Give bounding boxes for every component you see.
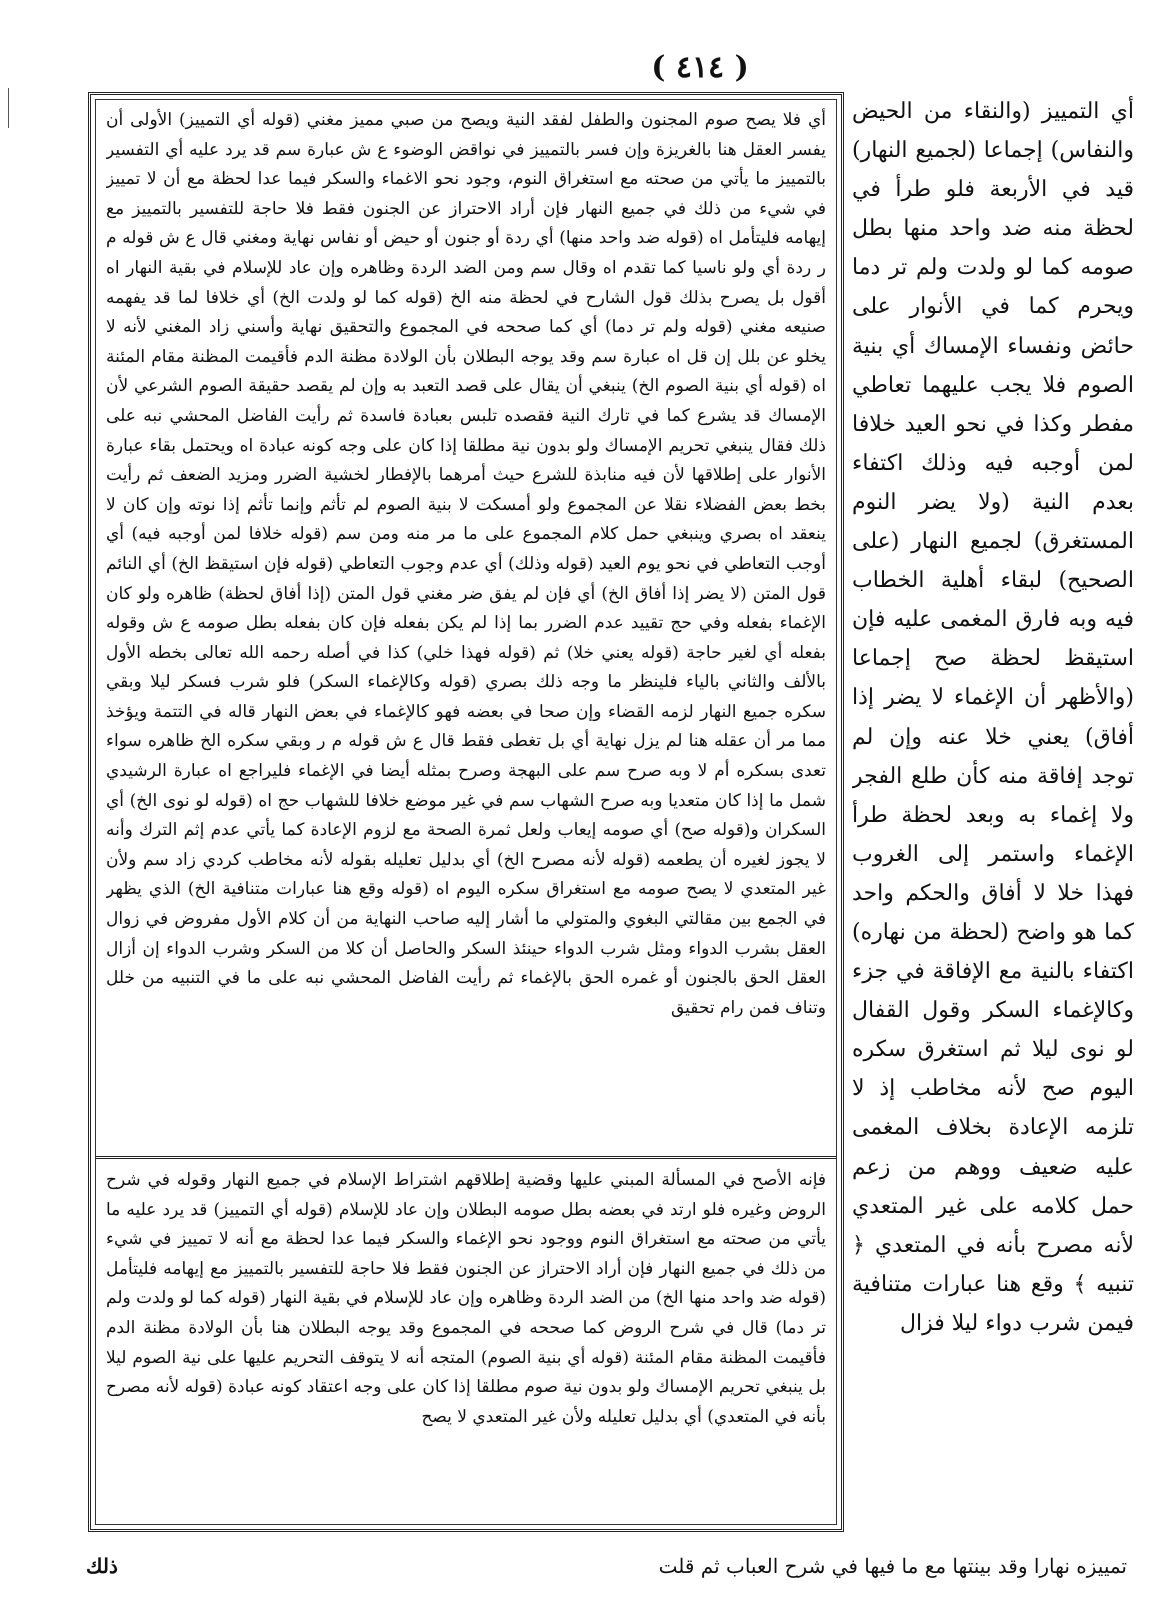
matn-side-column: أي التمييز (والنقاء من الحيض والنفاس) إجماعا (لجميع النهار) قيد في الأربعة فلو طرأ في لحظة منه ضد واحد منها بطل صومه كما لو ولدت ولم تر دما ويحرم كما في الأنوار على حائض ونفساء الإمساك أي بنية الصوم فلا يجب عليهما تعاطي مفطر وكذا في نحو العيد خلافا لمن أوجبه فيه وذلك اكتفاء بعدم النية (ولا يضر النوم المستغرق) لجميع النهار (على الصحيح) لبقاء أهلية الخطاب فيه وبه فارق المغمى عليه فإن استيقظ لحظة صح إجماعا (والأظهر أن الإغماء لا يضر إذا أفاق) يعني خلا عنه وإن لم توجد إفاقة منه كأن طلع الفجر ولا إغماء به وبعد لحظة طرأ الإغماء واستمر إلى الغروب فهذا خلا لا أفاق والحكم واحد كما هو واضح (لحظة من نهاره) اكتفاء بالنية مع الإفاقة في جزء وكالإغماء السكر وقول القفال لو نوى ليلا ثم استغرق سكره اليوم صح لأنه مخاطب إذ لا تلزمه الإعادة بخلاف المغمى عليه ضعيف ووهم من زعم حمل كلامه على غير المتعدي لأنه مصرح بأنه في المتعدي ﴿ تنبيه ﴾ وقع هنا عبارات متنافية فيمن شرب دواء ليلا فزال	[852, 99, 1134, 1336]
commentary-lower-text: فإنه الأصح في المسألة المبني عليها وقضية إطلاقهم اشتراط الإسلام في جميع النهار وقوله في شرح الروض وغيره فلو ارتد في بعضه بطل صومه البطلان وإن عاد للإسلام (قوله أي التمييز) قد يرد عليه ما يأتي من صحته مع استغراق النوم ووجود نحو الإغماء والسكر فيما عدا لحظة مع أنه لا تمييز في شيء من ذلك في جميع النهار فإن أراد الاحتراز عن الجنون فقط فلا حاجة للتفسير بالتمييز مع إيهامه فليتأمل (قوله ضد واحد منها الخ) من الضد الردة وظاهره وإن عاد للإسلام في بقية النهار (قوله كما لو ولدت ولم تر دما) قال في شرح الروض كما صححه في المجموع وقد يوجه البطلان هنا بأن الولادة مظنة الدم فأقيمت المظنة مقام المئنة (قوله أي بنية الصوم) المتجه أنه لا يتوقف التحريم عليها على نية الصوم ليلا بل ينبغي تحريم الإمساك ولو بدون نية صوم مطلقا إذا كان على وجه اعتقاد كونه عبادة (قوله لأنه مصرح بأنه في المتعدي) أي بدليل تعليله ولأن غير المتعدي لا يصح	[106, 1170, 826, 1427]
commentary-inner-frame	[95, 99, 837, 1525]
commentary-upper-text: أي فلا يصح صوم المجنون والطفل لفقد النية ويصح من صبي مميز مغني (قوله أي التمييز) الأولى أن يفسر العقل هنا بالغريزة وإن فسر بالتمييز في نواقض الوضوء ع ش عبارة سم قد يرد عليه أي التفسير بالتمييز ما يأتي من صحته مع استغراق النوم، وجود نحو الاغماء والسكر فيما عدا لحظة مع أن لا تمييز في شيء من ذلك في جميع النهار فإن أراد الاحتراز عن الجنون فقط فلا حاجة للتفسير بالتمييز مع إيهامه فليتأمل اه (قوله ضد واحد منها) أي ردة أو جنون أو حيض أو نفاس نهاية ومغني قال ع ش قوله م ر ردة أي ولو ناسيا كما تقدم اه وقال سم ومن الضد الردة وظاهره وإن عاد للإسلام في بقية النهار اه أقول بل يصرح بذلك قول الشارح في لحظة منه الخ (قوله كما لو ولدت الخ) أي خلافا لما قد يفهمه صنيعه مغني (قوله ولم تر دما) أي كما صححه في المجموع والتحقيق نهاية وأسني زاد المغني لأنه لا يخلو عن بلل إن قل اه عبارة سم وقد يوجه البطلان بأن الولادة مظنة الدم فأقيمت المظنة مقام المئنة اه (قوله أي بنية الصوم الخ) ينبغي أن يقال على قصد التعبد به وإن لم يقصد حقيقة الصوم الشرعي لأن الإمساك قد يشرع كما في تارك النية فقصده تلبس بعبادة فاسدة ثم رأيت الفاضل المحشي نبه على ذلك فقال ينبغي تحريم الإمساك ولو بدون نية مطلقا إذا كان على وجه كونه عبادة اه ويحتمل بقاء عبارة الأنوار على إطلاقها لأن فيه منابذة للشرع حيث أمرهما بالإفطار لخشية الضرر ومزيد الضعف ثم رأيت بخط بعض الفضلاء نقلا عن المجموع ولو أمسكت لا بنية الصوم لم تأثم وإنما تأثم إذا نوته وإن كان لا ينعقد اه بصري وينبغي حمل كلام المجموع على ما مر منه ومن سم (قوله خلافا لمن أوجبه فيه) أي أوجب التعاطي في نحو يوم العيد (قوله وذلك) أي عدم وجوب التعاطي (قوله فإن استيقظ الخ) أي النائم قول المتن (لا يضر إذا أفاق الخ) أي فإن لم يفق ضر مغني قول المتن (إذا أفاق لحظة) ظاهره ولو كان الإغماء بفعله وفي حج تقييد عدم الضرر بما إذا لم يكن بفعله فإن كان بفعله بطل صومه ع ش وقوله بفعله أي لغير حاجة (قوله يعني خلا) ثم (قوله فهذا خلي) كذا في أصله رحمه الله تعالى بخطه الأول بالألف والثاني بالياء فلينظر ما وجه ذلك بصري (قوله وكالإغماء السكر) فلو شرب فسكر ليلا وبقي سكره جميع النهار لزمه القضاء وإن صحا في بعضه فهو كالإغماء في بعض النهار قاله في التتمة ويؤخذ مما مر أن عقله هنا لم يزل نهاية أي بل تغطى فقط قال ع ش قوله م ر وبقي سكره الخ ظاهره سواء تعدى بسكره أم لا وبه صرح سم على البهجة وصرح بمثله أيضا في الإغماء فليراجع اه عبارة الرشيدي شمل ما إذا كان متعديا وبه صرح الشهاب سم في غير موضع خلافا للشهاب حج اه (قوله لو نوى الخ) أي السكران و(قوله صح) أي صومه إيعاب ولعل ثمرة الصحة مع لزوم الإعادة كما يأتي عدم إثم الترك وأنه لا يجوز لغيره أن يطعمه (قوله لأنه مصرح الخ) أي بدليل تعليله بقوله لأنه مخاطب كردي زاد سم ولأن غير المتعدي لا يصح صومه مع استغراق سكره اليوم اه (قوله وقع هنا عبارات متنافية الخ) الذي يظهر في الجمع بين مقالتي البغوي والمتولي ما أشار إليه صاحب النهاية من أن كلام الأول مفروض في زوال العقل بشرب الدواء ومثل شرب الدواء حينئذ السكر والحاصل أن كلا من السكر وشرب الدواء إن أزال العقل الحق بالجنون أو غمره الحق بالإغماء ثم رأيت الفاضل المحشي نبه على ما في التنبيه من خلل وتناف فمن رام تحقيق	[106, 110, 826, 1018]
margin-rule	[8, 88, 9, 128]
commentary-divider	[96, 1156, 836, 1159]
catchword: ذلك	[86, 1554, 118, 1578]
footer-line	[70, 1548, 1127, 1584]
page-number: ( ٤١٤ )	[651, 50, 749, 85]
commentary-frame	[88, 92, 844, 1532]
footer-continuation-text: تمييزه نهارا وقد بينتها مع ما فيها في شرح العباب ثم قلت	[658, 1554, 1127, 1578]
